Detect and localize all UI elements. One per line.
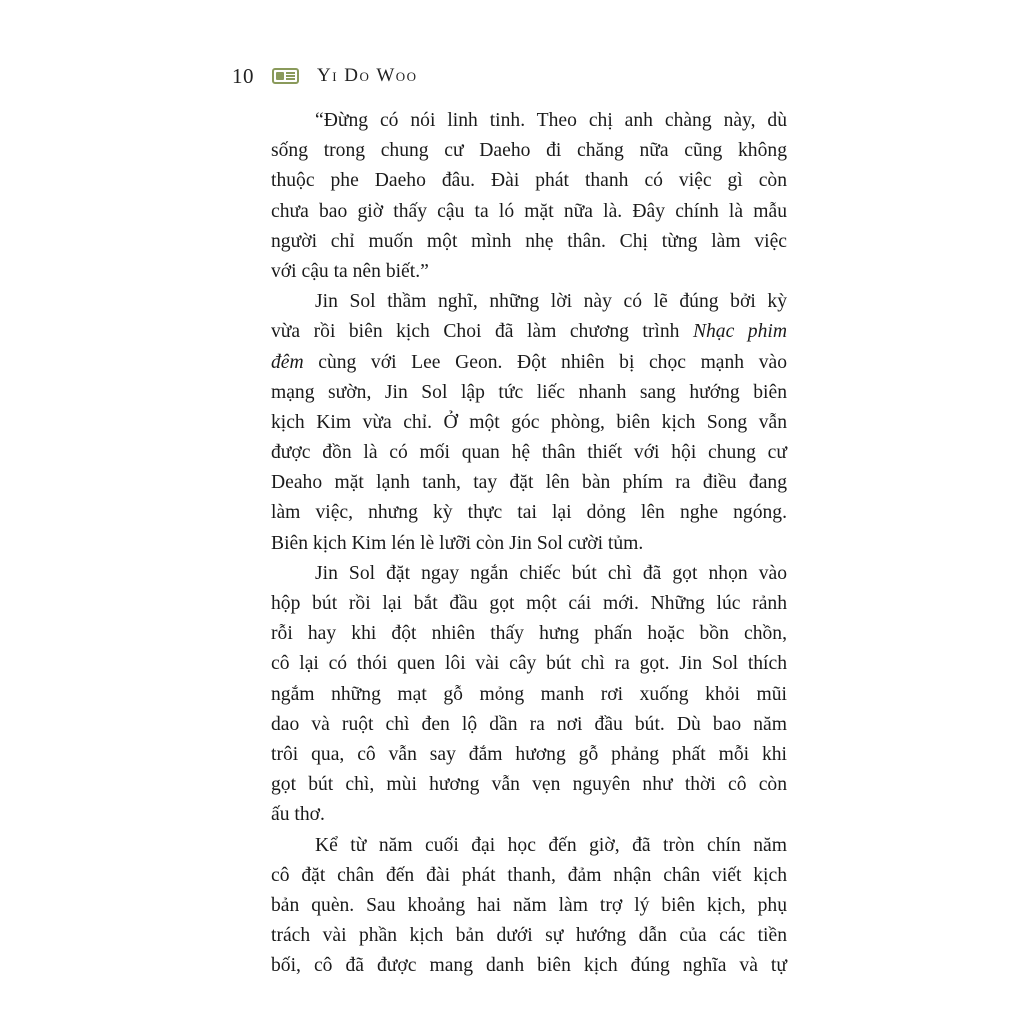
text-line: chưa bao giờ thấy cậu ta ló mặt nữa là. Đây chính là mẫu: [271, 200, 787, 222]
text-line: dao và ruột chì đen lộ dần ra nơi đầu bút. Dù bao năm: [271, 713, 787, 735]
text-line: rỗi hay khi đột nhiên thấy hưng phấn hoặc bồn chồn,: [271, 623, 787, 645]
text-line: người chỉ muốn một mình nhẹ thân. Chị từng làm việc: [271, 230, 787, 252]
text-line: Kể từ năm cuối đại học đến giờ, đã tròn chín năm: [315, 834, 787, 856]
text-line: mạng sườn, Jin Sol lập tức liếc nhanh sang hướng biên: [271, 381, 787, 403]
text-line: với cậu ta nên biết.”: [271, 260, 429, 282]
text-line: Biên kịch Kim lén lè lưỡi còn Jin Sol cười tủm.: [271, 532, 644, 554]
text-line: cô lại có thói quen lôi vài cây bút chì ra gọt. Jin Sol thích: [271, 653, 787, 675]
text-line: thuộc phe Daeho đâu. Đài phát thanh có việc gì còn: [271, 170, 787, 192]
paragraph-3: [271, 559, 787, 831]
text-line: kịch Kim vừa chỉ. Ở một góc phòng, biên kịch Song vẫn: [271, 411, 787, 433]
paragraph-1: [271, 106, 787, 287]
italic-title-part-2: đêm: [271, 351, 304, 373]
text-line: ấu thơ.: [271, 804, 325, 826]
text-line: bối, cô đã được mang danh biên kịch đúng nghĩa và tự: [271, 955, 787, 977]
author-name: Yi Do Woo: [317, 65, 418, 86]
text-line: hộp bút rồi lại bắt đầu gọt một cái mới. Những lúc rảnh: [271, 593, 787, 614]
italic-title-part-1: Nhạc phim: [692, 321, 787, 343]
page-number: 10: [232, 63, 254, 88]
text-line: được đồn là có mối quan hệ thân thiết với hội chung cư: [271, 442, 787, 464]
text-fragment: cùng với Lee Geon. Đột nhiên bị chọc mạnh vào: [303, 351, 787, 373]
text-line: Jin Sol đặt ngay ngắn chiếc bút chì đã gọt nhọn vào: [315, 562, 787, 584]
text-fragment: vừa rồi biên kịch Choi đã làm chương trình: [271, 321, 693, 343]
text-line: gọt bút chì, mùi hương vẫn vẹn nguyên như thời cô còn: [271, 774, 787, 796]
text-line: bản quèn. Sau khoảng hai năm làm trợ lý biên kịch, phụ: [271, 894, 787, 916]
paragraph-2: [271, 287, 787, 559]
text-line: trách vài phần kịch bản dưới sự hướng dẫn của các tiền: [271, 925, 787, 947]
text-line: làm việc, nhưng kỳ thực tai lại dỏng lên nghe ngóng.: [271, 502, 787, 524]
text-line: “Đừng có nói linh tinh. Theo chị anh chàng này, dù: [315, 110, 787, 131]
text-line: Deaho mặt lạnh tanh, tay đặt lên bàn phím ra điều đang: [271, 472, 787, 494]
text-line: ngắm những mạt gỗ mỏng manh rơi xuống khỏi mũi: [271, 683, 787, 705]
text-line-mixed: [271, 348, 787, 378]
paragraph-4: [271, 831, 787, 982]
running-header: [232, 62, 418, 90]
text-line: sống trong chung cư Daeho đi chăng nữa cũng không: [271, 140, 787, 162]
text-line: trôi qua, cô vẫn say đắm hương gỗ phảng phất mỗi khi: [271, 743, 787, 765]
text-line-mixed: [271, 317, 787, 347]
text-line: cô đặt chân đến đài phát thanh, đảm nhận chân viết kịch: [271, 864, 787, 886]
body-text: [271, 106, 787, 981]
text-line: Jin Sol thầm nghĩ, những lời này có lẽ đúng bởi kỳ: [315, 291, 787, 313]
book-ornament-icon: [272, 68, 299, 84]
